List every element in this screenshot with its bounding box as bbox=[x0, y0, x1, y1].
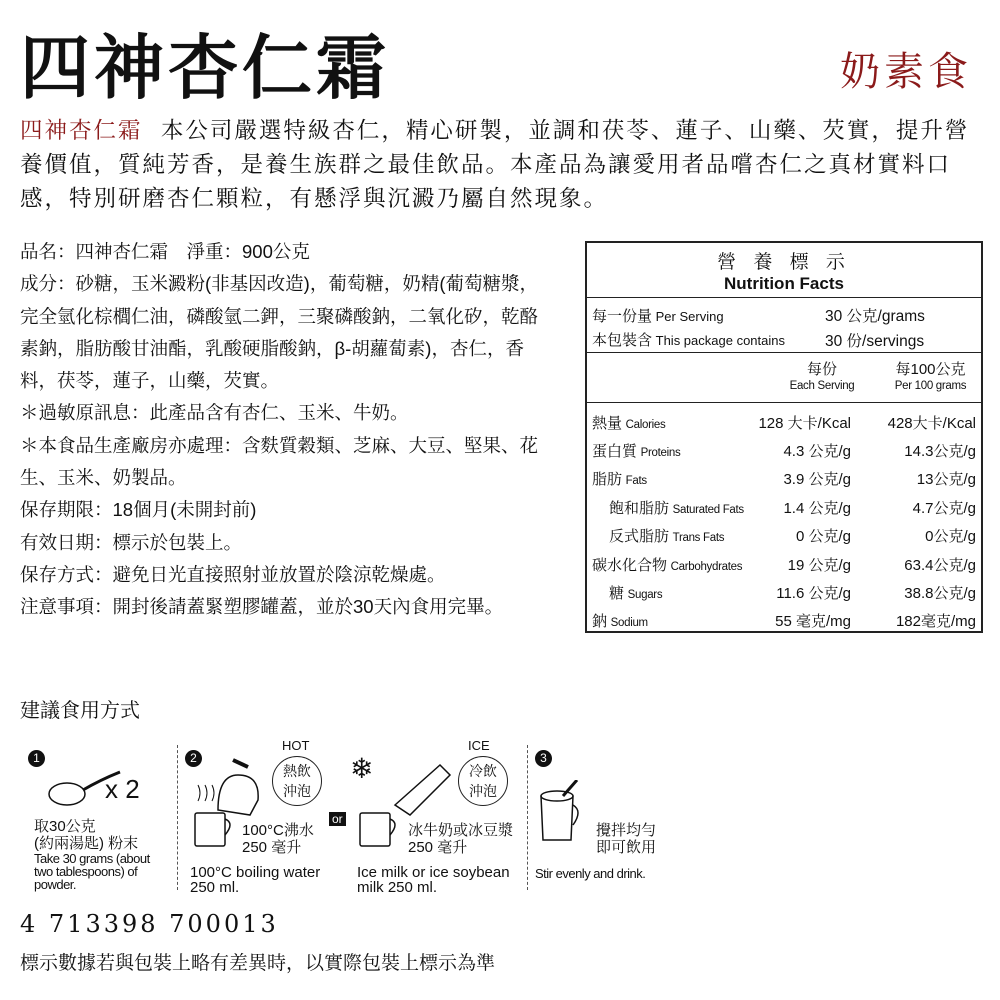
nutrition-row bbox=[587, 607, 981, 635]
step-number: 1 bbox=[28, 750, 45, 767]
hot-en1: 100°C boiling water bbox=[190, 864, 321, 881]
nutrient-per-serving: 11.6 公克/g bbox=[776, 584, 851, 602]
nutrient-per-serving: 3.9 公克/g bbox=[783, 471, 851, 489]
nutrient-per-100g: 182毫克/mg bbox=[895, 613, 976, 631]
nutrient-per-100g: 63.4公克/g bbox=[904, 556, 976, 574]
nutrition-row bbox=[587, 408, 981, 436]
step1-zh2: (約兩湯匙) 粉末 bbox=[34, 835, 139, 852]
info-shelf-life: 保存期限：18個月(未開封前) bbox=[20, 499, 257, 521]
step1-en: Take 30 grams (about two tablespoons) of powder. bbox=[34, 851, 150, 892]
package-value: 30 份/servings bbox=[825, 332, 925, 350]
nutrient-name-en: Trans Fats bbox=[672, 532, 725, 545]
nutrient-name-zh: 蛋白質 bbox=[592, 442, 638, 460]
step-number: 3 bbox=[535, 750, 552, 767]
footer-note: 標示數據若與包裝上略有差異時，以實際包裝上標示為準 bbox=[20, 953, 496, 974]
nutrient-per-serving: 1.4 公克/g bbox=[783, 499, 851, 517]
step3-zh1: 攪拌均勻 bbox=[596, 822, 657, 839]
info-expiry: 有效日期：標示於包裝上。 bbox=[20, 531, 243, 553]
ice-zh1: 冰牛奶或冰豆漿 bbox=[408, 822, 514, 839]
ice-zh2: 250 毫升 bbox=[408, 839, 468, 856]
step3-en: Stir evenly and drink. bbox=[535, 866, 646, 881]
package-label-zh: 本包裝含 bbox=[592, 332, 653, 349]
hot-zh2: 250 毫升 bbox=[242, 839, 302, 856]
info-facility: ＊本食品生產廠房亦處理：含麩質穀類、芝麻、大豆、堅果、花生、玉米、奶製品。 bbox=[20, 434, 539, 489]
diet-badge: 奶素食 bbox=[840, 49, 972, 95]
nutrient-per-100g: 13公克/g bbox=[916, 471, 976, 489]
snowflake-icon: ❄ bbox=[350, 753, 374, 784]
info-storage: 保存方式：避免日光直接照射並放置於陰涼乾燥處。 bbox=[20, 563, 446, 585]
nutrient-name-zh: 碳水化合物 bbox=[592, 556, 668, 574]
stir-mug-icon bbox=[535, 780, 595, 850]
nutrient-name-zh: 脂肪 bbox=[592, 471, 623, 489]
product-title: 四神杏仁霜 bbox=[20, 26, 390, 109]
divider bbox=[177, 745, 178, 890]
info-allergen: ＊過敏原訊息：此產品含有杏仁、玉米、牛奶。 bbox=[20, 402, 409, 424]
nutrient-name-en: Proteins bbox=[640, 446, 681, 459]
col-each-en: Each Serving bbox=[789, 379, 855, 392]
howto-title: 建議食用方式 bbox=[20, 700, 140, 722]
nutrient-name-zh: 反式脂肪 bbox=[609, 528, 670, 546]
ice-en1: Ice milk or ice soybean bbox=[357, 864, 510, 881]
ice-en2: milk 250 ml. bbox=[357, 879, 438, 896]
step1-zh1: 取30公克 bbox=[34, 818, 96, 835]
step3-zh2: 即可飲用 bbox=[596, 839, 657, 856]
step-1 bbox=[28, 750, 45, 767]
nutrient-per-100g: 428大卡/Kcal bbox=[887, 414, 976, 432]
nutrient-name-en: Sodium bbox=[610, 617, 648, 630]
step-number: 2 bbox=[185, 750, 202, 767]
nutrient-name-en: Carbohydrates bbox=[670, 560, 743, 573]
info-notice: 注意事項：開封後請蓋緊塑膠罐蓋，並於30天內食用完畢。 bbox=[20, 596, 504, 618]
nutrient-per-serving: 128 大卡/Kcal bbox=[758, 414, 851, 432]
hot-badge: 熱飲 沖泡 bbox=[272, 756, 322, 806]
nutrition-row bbox=[587, 465, 981, 493]
nutrition-title-zh: 營 養 標 示 bbox=[717, 251, 851, 273]
info-name-weight: 品名：四神杏仁霜 淨重：900公克 bbox=[20, 241, 310, 262]
ice-badge: 冷飲 沖泡 bbox=[458, 756, 508, 806]
col-100g-zh: 每100公克 bbox=[895, 360, 966, 378]
nutrient-per-serving: 55 毫克/mg bbox=[775, 613, 851, 631]
nutrition-facts-table bbox=[585, 241, 983, 633]
nutrition-row bbox=[587, 436, 981, 464]
nutrient-per-serving: 0 公克/g bbox=[795, 528, 851, 546]
hot-en2: 250 ml. bbox=[190, 879, 240, 896]
nutrient-name-zh: 飽和脂肪 bbox=[609, 499, 670, 517]
nutrition-title-en: Nutrition Facts bbox=[724, 273, 844, 293]
package-label-en: This package contains bbox=[655, 333, 785, 348]
serving-label-zh: 每一份量 bbox=[592, 307, 653, 325]
nutrient-per-100g: 4.7公克/g bbox=[912, 499, 976, 517]
ice-label: ICE bbox=[468, 738, 490, 753]
product-info bbox=[20, 236, 540, 624]
col-each-zh: 每份 bbox=[806, 360, 837, 378]
nutrient-per-serving: 4.3 公克/g bbox=[783, 442, 851, 460]
product-description bbox=[20, 114, 985, 216]
hot-label: HOT bbox=[282, 738, 310, 753]
nutrient-per-100g: 38.8公克/g bbox=[904, 584, 976, 602]
serving-label-en: Per Serving bbox=[655, 308, 724, 324]
nutrition-row bbox=[587, 578, 981, 606]
divider bbox=[527, 745, 528, 890]
nutrient-name-zh: 熱量 bbox=[592, 414, 623, 432]
nutrient-per-serving: 19 公克/g bbox=[787, 556, 851, 574]
info-ingredients: 成分：砂糖，玉米澱粉(非基因改造)，葡萄糖，奶精(葡萄糖漿，完全氫化棕櫚仁油，磷酸氫二鉀，三聚磷酸鈉，二氧化矽，乾酪素鈉，脂肪酸甘油酯，乳酸硬脂酸鈉，β-胡蘿蔔素)，杏仁，香料，茯苓，蓮子，山藥，芡實。 bbox=[20, 273, 539, 392]
description-text: 本公司嚴選特級杏仁，精心研製，並調和茯苓、蓮子、山藥、芡實，提升營養價值，質純芳香，是養生族群之最佳飲品。本產品為讓愛用者品嚐杏仁之真材實料口感，特別研磨杏仁顆粒，有懸浮與沉澱乃屬自然現象。 bbox=[20, 118, 970, 212]
nutrition-row bbox=[587, 522, 981, 550]
nutrient-per-100g: 0公克/g bbox=[925, 528, 976, 546]
nutrient-per-100g: 14.3公克/g bbox=[904, 442, 976, 460]
nutrient-name-zh: 鈉 bbox=[592, 613, 608, 631]
nutrient-name-en: Fats bbox=[625, 475, 647, 488]
nutrition-row bbox=[587, 550, 981, 578]
nutrient-name-en: Saturated Fats bbox=[672, 503, 744, 516]
or-label: or bbox=[329, 812, 346, 826]
barcode-number: 4 713398 700013 bbox=[20, 910, 279, 938]
multiplier: x 2 bbox=[105, 774, 140, 804]
nutrient-name-en: Sugars bbox=[627, 588, 663, 601]
nutrient-name-zh: 糖 bbox=[609, 584, 625, 602]
col-100g-en: Per 100 grams bbox=[894, 379, 967, 392]
nutrition-row bbox=[587, 493, 981, 521]
serving-value: 30 公克/grams bbox=[825, 308, 925, 325]
nutrient-name-en: Calories bbox=[625, 418, 666, 431]
description-product-name: 四神杏仁霜 bbox=[20, 118, 143, 144]
hot-zh1: 100°C沸水 bbox=[242, 822, 314, 839]
